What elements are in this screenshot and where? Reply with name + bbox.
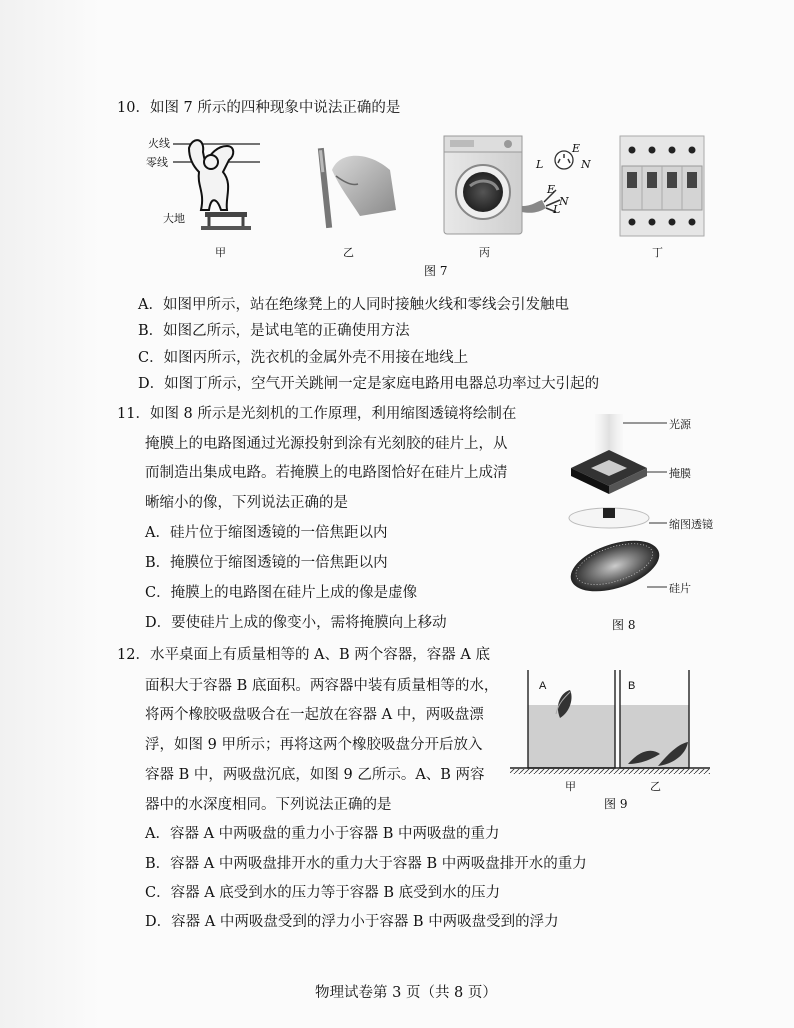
fig8-caption: 图 8: [612, 618, 636, 632]
q12-stem-line-6: 器中的水深度相同。下列说法正确的是: [145, 797, 392, 813]
outlet-label-L: L: [536, 158, 544, 171]
fig9-label-A: A: [539, 680, 547, 692]
plug-label-E: E: [547, 183, 556, 196]
plug-label-L: L: [553, 203, 561, 216]
q11-stem-line-2: 掩膜上的电路图通过光源投射到涂有光刻胶的硅片上，从: [145, 436, 508, 452]
outlet-label-E: E: [572, 142, 581, 155]
plug-label-N: N: [559, 195, 569, 208]
q12-option-b: B．容器 A 中两吸盘排开水的重力大于容器 B 中两吸盘排开水的重力: [145, 856, 587, 872]
q12-stem-line-3: 将两个橡胶吸盘吸合在一起放在容器 A 中，两吸盘漂: [145, 707, 484, 723]
label-ground: 大地: [163, 212, 185, 225]
fig8-label-light-source: 光源: [669, 418, 691, 431]
q11-stem-line-3: 而制造出集成电路。若掩膜上的电路图恰好在硅片上成清: [145, 465, 508, 481]
q10-option-b: B．如图乙所示，是试电笔的正确使用方法: [138, 323, 410, 339]
page-footer: 物理试卷第 3 页（共 8 页）: [315, 985, 497, 1001]
q11-option-b: B．掩膜位于缩图透镜的一倍焦距以内: [145, 555, 388, 571]
label-live-wire: 火线: [148, 137, 170, 150]
fig7-caption: 图 7: [424, 264, 448, 278]
fig7-label-jia: 甲: [215, 246, 226, 259]
fig7-ding-circuit-breakers: [620, 136, 704, 236]
q11-stem-line-4: 晰缩小的像，下列说法正确的是: [145, 495, 348, 511]
q12-stem-line-1: 12．水平桌面上有质量相等的 A、B 两个容器，容器 A 底: [117, 647, 490, 663]
q11-option-a: A．硅片位于缩图透镜的一倍焦距以内: [145, 525, 388, 541]
fig9-label-B: B: [628, 680, 636, 692]
page-shading: [0, 0, 100, 1028]
q11-stem-line-1: 11．如图 8 所示是光刻机的工作原理，利用缩图透镜将绘制在: [117, 406, 517, 422]
outlet-label-N: N: [581, 158, 591, 171]
fig7-yi-test-pen: [300, 130, 400, 240]
q12-stem-line-2: 面积大于容器 B 底面积。两容器中装有质量相等的水，: [145, 678, 499, 694]
q12-option-d: D．容器 A 中两吸盘受到的浮力小于容器 B 中两吸盘受到的浮力: [145, 914, 559, 930]
q10-option-d: D．如图丁所示，空气开关跳闸一定是家庭电路用电器总功率过大引起的: [138, 376, 600, 392]
label-neutral-wire: 零线: [146, 156, 168, 169]
q12-stem-line-4: 浮，如图 9 甲所示；再将这两个橡胶吸盘分开后放入: [145, 737, 483, 753]
fig8-label-wafer: 硅片: [669, 582, 691, 595]
q12-option-c: C．容器 A 底受到水的压力等于容器 B 底受到水的压力: [145, 885, 501, 901]
q11-option-d: D．要使硅片上成的像变小，需将掩膜向上移动: [145, 615, 447, 631]
q11-option-c: C．掩膜上的电路图在硅片上成的像是虚像: [145, 585, 418, 601]
fig7-label-ding: 丁: [652, 246, 663, 259]
fig8-label-lens: 缩图透镜: [669, 518, 713, 531]
fig7-label-yi: 乙: [343, 246, 354, 259]
q10-stem: 10．如图 7 所示的四种现象中说法正确的是: [117, 100, 401, 116]
fig9-label-yi: 乙: [650, 780, 661, 793]
fig8-label-mask: 掩膜: [669, 467, 691, 480]
q10-option-a: A．如图甲所示，站在绝缘凳上的人同时接触火线和零线会引发触电: [138, 297, 569, 313]
fig9-caption: 图 9: [604, 797, 628, 811]
fig7-label-bing: 丙: [479, 246, 490, 259]
q12-stem-line-5: 容器 B 中，两吸盘沉底，如图 9 乙所示。A、B 两容: [145, 767, 485, 783]
q10-option-c: C．如图丙所示，洗衣机的金属外壳不用接在地线上: [138, 350, 469, 366]
q12-option-a: A．容器 A 中两吸盘的重力小于容器 B 中两吸盘的重力: [145, 826, 500, 842]
fig9-label-jia: 甲: [565, 780, 576, 793]
